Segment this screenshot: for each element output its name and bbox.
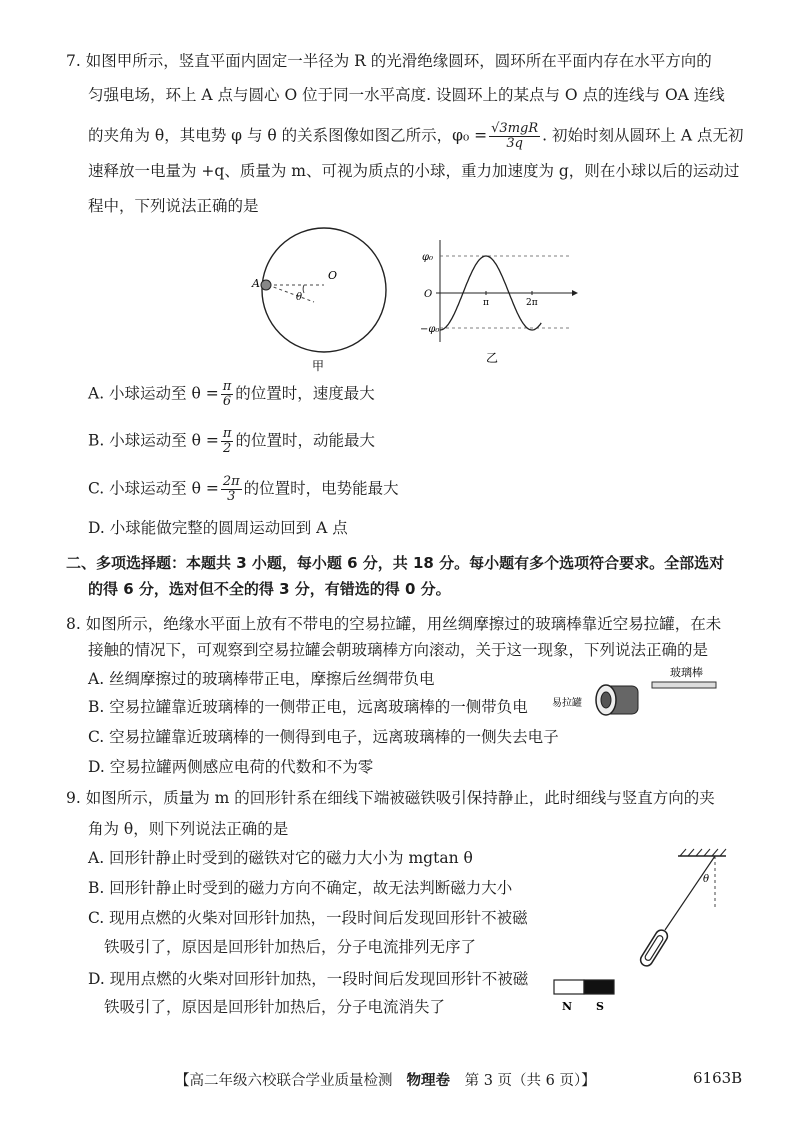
q7-stem-line4: 速释放一电量为 +q、质量为 m、可视为质点的小球，重力加速度为 g，则在小球以后的运动过 bbox=[88, 162, 740, 180]
label-neg-phi0: −φ₀ bbox=[420, 324, 440, 335]
q9-option-a: A. 回形针静止时受到的磁铁对它的磁力大小为 mgtan θ bbox=[88, 849, 473, 867]
q7-option-a bbox=[88, 380, 375, 409]
figure-yi bbox=[420, 236, 580, 366]
q9-stem-line2: 角为 θ，则下列说法正确的是 bbox=[88, 820, 289, 838]
label-theta: θ bbox=[296, 292, 303, 303]
glass-rod bbox=[652, 682, 716, 688]
q7-stem-line5: 程中，下列说法正确的是 bbox=[88, 197, 259, 215]
thread-line bbox=[665, 856, 715, 930]
label-phi0: φ₀ bbox=[422, 252, 434, 263]
q7-option-b-pre: B. 小球运动至 θ = bbox=[88, 431, 219, 450]
q7-option-a-pre: A. 小球运动至 θ = bbox=[88, 384, 219, 403]
caption-yi: 乙 bbox=[486, 351, 499, 365]
q7-stem-line3-post: . 初始时刻从圆环上 A 点无初 bbox=[542, 126, 744, 145]
q8-option-d: D. 空易拉罐两侧感应电荷的代数和不为零 bbox=[88, 758, 374, 776]
q9-stem-line1: 9. 如图所示，质量为 m 的回形针系在细线下端被磁铁吸引保持静止，此时细线与竖直方向的夹 bbox=[66, 789, 715, 807]
ceiling-hatch bbox=[680, 849, 726, 856]
q7-option-b-fraction bbox=[221, 427, 234, 456]
q8-option-b: B. 空易拉罐靠近玻璃棒的一侧带正电，远离玻璃棒的一侧带负电 bbox=[88, 698, 528, 716]
q8-option-c: C. 空易拉罐靠近玻璃棒的一侧得到电子，远离玻璃棒的一侧失去电子 bbox=[88, 728, 559, 746]
magnet-n-pole bbox=[554, 980, 584, 994]
label-origin: O bbox=[424, 289, 433, 300]
q8-option-a: A. 丝绸摩擦过的玻璃棒带正电，摩擦后丝绸带负电 bbox=[88, 670, 435, 688]
q7-stem-line1: 7. 如图甲所示，竖直平面内固定一半径为 R 的光滑绝缘圆环，圆环所在平面内存在水平方向的 bbox=[66, 52, 712, 70]
q7-option-a-den: 6 bbox=[222, 394, 232, 409]
magnet-s-pole bbox=[584, 980, 614, 994]
label-2pi: 2π bbox=[526, 298, 538, 308]
section2-header-line1: 二、多项选择题：本题共 3 小题，每小题 6 分，共 18 分。每小题有多个选项符合要求。全部选对 bbox=[66, 554, 725, 572]
label-s: S bbox=[596, 1000, 604, 1013]
q9-option-b: B. 回形针静止时受到的磁力方向不确定，故无法判断磁力大小 bbox=[88, 879, 513, 897]
q7-option-b-den: 2 bbox=[223, 441, 232, 456]
q7-option-a-fraction bbox=[221, 380, 234, 409]
ball-icon bbox=[261, 280, 271, 290]
label-glass-rod: 玻璃棒 bbox=[670, 666, 703, 679]
q9-option-c-line2: 铁吸引了，原因是回形针加热后，分子电流排列无序了 bbox=[104, 938, 477, 956]
label-theta-q9: θ bbox=[703, 874, 710, 885]
q7-option-a-post: 的位置时，速度最大 bbox=[235, 384, 375, 403]
section2-header-line2: 的得 6 分，选对但不全的得 3 分，有错选的得 0 分。 bbox=[88, 580, 451, 598]
label-n: N bbox=[562, 1000, 573, 1013]
figure-jia bbox=[248, 222, 398, 372]
footer-page-number: 第 3 页（共 6 页）】 bbox=[464, 1073, 596, 1089]
q9-option-c-line1: C. 现用点燃的火柴对回形针加热，一段时间后发现回形针不被磁 bbox=[88, 909, 528, 927]
page-footer bbox=[175, 1069, 596, 1090]
q7-option-b bbox=[88, 427, 375, 456]
paper-code: 6163B bbox=[693, 1069, 743, 1087]
q7-option-b-post: 的位置时，动能最大 bbox=[235, 431, 375, 450]
q7-stem-line3 bbox=[88, 122, 744, 151]
paperclip-icon bbox=[638, 928, 669, 968]
q8-stem-line1: 8. 如图所示，绝缘水平面上放有不带电的空易拉罐，用丝绸摩擦过的玻璃棒靠近空易拉罐，在未 bbox=[66, 615, 722, 633]
q7-stem-line2: 匀强电场，环上 A 点与圆心 O 位于同一水平高度. 设圆环上的某点与 O 点的连线与 OA 连线 bbox=[88, 86, 725, 104]
theta-arc bbox=[303, 285, 304, 293]
footer-subject: 物理卷 bbox=[406, 1072, 450, 1089]
q7-option-c-pre: C. 小球运动至 θ = bbox=[88, 479, 219, 498]
phi0-numerator: √3mgR bbox=[491, 121, 539, 136]
q7-option-b-num: π bbox=[222, 426, 232, 441]
q7-option-c-fraction bbox=[221, 475, 242, 504]
figure-can-rod bbox=[548, 664, 718, 724]
q8-stem-line2: 接触的情况下，可观察到空易拉罐会朝玻璃棒方向滚动，关于这一现象，下列说法正确的是 bbox=[88, 641, 709, 659]
figure-clip-magnet bbox=[548, 840, 728, 1015]
phi0-fraction bbox=[489, 122, 540, 151]
q7-option-c-post: 的位置时，电势能最大 bbox=[243, 479, 399, 498]
q7-option-a-num: π bbox=[222, 379, 232, 394]
phi0-denominator: 3q bbox=[506, 136, 523, 151]
footer-exam-title: 【高二年级六校联合学业质量检测 bbox=[175, 1073, 393, 1089]
q7-stem-line3-pre: 的夹角为 θ，其电势 φ 与 θ 的关系图像如图乙所示，φ₀ = bbox=[88, 126, 488, 145]
radius-dashed-line bbox=[268, 285, 314, 302]
label-can: 易拉罐 bbox=[552, 698, 582, 709]
label-o: O bbox=[328, 269, 338, 282]
can-opening bbox=[601, 692, 611, 708]
q9-option-d-line1: D. 现用点燃的火柴对回形针加热，一段时间后发现回形针不被磁 bbox=[88, 970, 529, 988]
label-a: A bbox=[252, 277, 260, 290]
q7-option-c bbox=[88, 475, 399, 504]
caption-jia: 甲 bbox=[312, 359, 325, 372]
q7-option-c-num: 2π bbox=[222, 474, 240, 489]
q7-option-d: D. 小球能做完整的圆周运动回到 A 点 bbox=[88, 519, 348, 537]
q7-option-c-den: 3 bbox=[227, 489, 236, 504]
label-pi: π bbox=[483, 298, 489, 308]
x-axis-arrow bbox=[572, 290, 578, 296]
q9-option-d-line2: 铁吸引了，原因是回形针加热后，分子电流消失了 bbox=[104, 998, 446, 1016]
